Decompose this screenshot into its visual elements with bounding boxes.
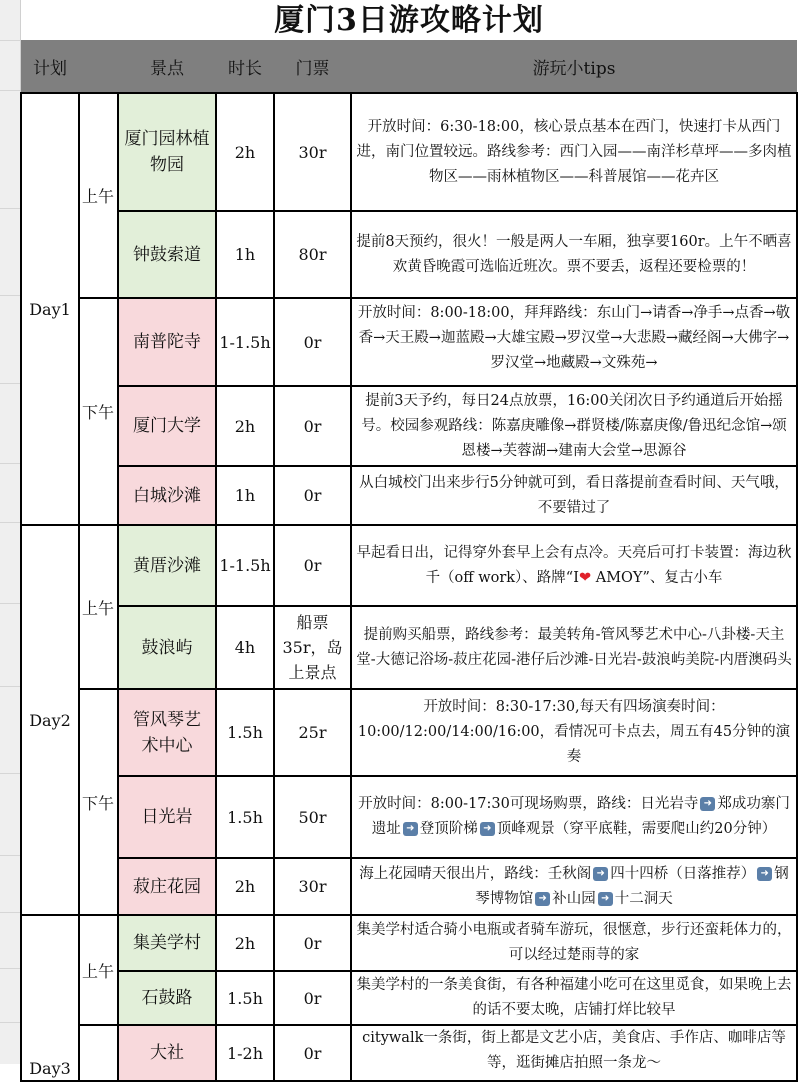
tips-text-part: AMOY”、复古小车: [591, 569, 723, 586]
tips-cell[interactable]: [351, 525, 797, 606]
gutter-line: [0, 1022, 20, 1023]
right-arrow-icon: ➜: [403, 822, 418, 836]
tips-cell[interactable]: [351, 689, 797, 776]
gutter-line: [0, 603, 20, 604]
duration-cell[interactable]: 1.5h: [216, 689, 274, 776]
ticket-cell[interactable]: 0r: [274, 971, 351, 1025]
duration-cell[interactable]: 2h: [216, 93, 274, 211]
gutter-line: [0, 855, 20, 856]
tips-text: 集美学村适合骑小电瓶或者骑车游玩，很惬意，步行还蛮耗体力的，可以经过楚雨荨的家: [356, 922, 792, 963]
row-number-gutter[interactable]: [0, 0, 21, 1064]
morning-cell[interactable]: 上午: [79, 525, 118, 689]
tips-text: 提前3天予约，每日24点放票，16:00关闭次日予约通道后开始摇号。校园参观路线：陈嘉庚雕像→群贤楼/陈嘉庚像/鲁迅纪念馆→颂恩楼→芙蓉湖→建南大会堂→思源谷: [361, 392, 787, 459]
tips-cell[interactable]: [351, 211, 797, 298]
tips-text: [352, 792, 796, 842]
duration-cell[interactable]: 1h: [216, 211, 274, 298]
tips-text-part: 海上花园晴天很出片，路线：壬秋阁: [359, 865, 592, 882]
spot-text: 管风琴艺术中心: [133, 709, 201, 756]
tips-text: [352, 541, 796, 591]
duration-cell[interactable]: 1-1.5h: [216, 525, 274, 606]
table-row: [21, 971, 797, 1025]
table-row: [21, 298, 797, 386]
ticket-cell[interactable]: 50r: [274, 776, 351, 858]
ticket-cell[interactable]: [274, 606, 351, 689]
tips-text-part: 钢琴博物馆: [475, 865, 789, 907]
day-cell[interactable]: Day2: [21, 525, 79, 915]
heart-icon: ❤: [578, 569, 592, 586]
gutter-line: [0, 773, 20, 774]
spot-cell[interactable]: 厦门园林植物园: [118, 93, 216, 211]
ticket-cell[interactable]: 0r: [274, 298, 351, 386]
duration-cell[interactable]: 1h: [216, 466, 274, 525]
duration-cell[interactable]: 1-2h: [216, 1025, 274, 1081]
table-row: [21, 386, 797, 466]
right-arrow-icon: ➜: [700, 797, 715, 811]
morning-cell[interactable]: 上午: [79, 93, 118, 298]
spot-cell[interactable]: 鼓浪屿: [118, 606, 216, 689]
ticket-text: 船票35r，岛上景点: [282, 613, 343, 682]
tips-text: 提前购买船票，路线参考：最美转角-管风琴艺术中心-八卦楼-天主堂-大德记浴场-菽庄花园-港仔后沙滩-日光岩-鼓浪屿美院-内厝澳码头: [356, 626, 792, 668]
table-row: [21, 525, 797, 606]
table-row: [21, 466, 797, 525]
tips-cell[interactable]: [351, 466, 797, 525]
afternoon-cell[interactable]: [79, 1025, 118, 1081]
ticket-cell[interactable]: 30r: [274, 93, 351, 211]
spot-cell[interactable]: 白城沙滩: [118, 466, 216, 525]
day-cell[interactable]: Day3: [21, 915, 79, 1081]
header-ticket[interactable]: 门票: [274, 40, 351, 93]
gutter-line: [0, 912, 20, 913]
header-tips[interactable]: 游玩小tips: [351, 40, 797, 93]
spot-cell[interactable]: 厦门大学: [118, 386, 216, 466]
gutter-line: [0, 40, 20, 41]
tips-cell[interactable]: [351, 298, 797, 386]
right-arrow-icon: ➜: [757, 867, 772, 881]
header-row: [21, 40, 797, 93]
tips-text: 从白城校门出来步行5分钟就可到，看日落提前查看时间、天气哦，不要错过了: [359, 474, 789, 516]
right-arrow-icon: ➜: [535, 892, 550, 906]
table-row: [21, 858, 797, 915]
ticket-cell[interactable]: 25r: [274, 689, 351, 776]
tips-text: 提前8天预约，很火！一般是两人一车厢，独享要160r。上午不晒喜欢黄昏晚霞可选临近班次。票不要丢，返程还要检票的！: [356, 233, 792, 275]
tips-cell[interactable]: [351, 858, 797, 915]
tips-text-part: 补山园: [552, 890, 596, 907]
tips-text-part: 早起看日出，记得穿外套早上会有点冷。天亮后可打卡装置：海边秋千（off work）、路牌“I: [356, 544, 792, 586]
gutter-line: [0, 208, 20, 209]
right-arrow-icon: ➜: [598, 892, 613, 906]
gutter-line: [0, 295, 20, 296]
tips-text-part: 开放时间：8:00-17:30可现场购票，路线：日光岩寺: [358, 796, 699, 812]
spot-cell[interactable]: 南普陀寺: [118, 298, 216, 386]
header-blank[interactable]: [79, 40, 118, 93]
gutter-line: [0, 383, 20, 384]
afternoon-cell[interactable]: 下午: [79, 689, 118, 915]
tips-text-part: 郑成功寨门遗址: [371, 796, 790, 837]
spot-cell[interactable]: 钟鼓索道: [118, 211, 216, 298]
tips-cell[interactable]: [351, 915, 797, 971]
tips-text: 开放时间：8:30-17:30,每天有四场演奏时间：10:00/12:00/14:00/16:00，看情况可卡点去，周五有45分钟的演奏: [357, 699, 791, 765]
duration-cell[interactable]: 2h: [216, 386, 274, 466]
spot-cell[interactable]: 大社: [118, 1025, 216, 1081]
ticket-cell[interactable]: 0r: [274, 386, 351, 466]
tips-cell[interactable]: [351, 776, 797, 858]
header-spot[interactable]: 景点: [118, 40, 216, 93]
tips-cell[interactable]: [351, 1025, 797, 1081]
tips-cell[interactable]: [351, 971, 797, 1025]
spot-cell[interactable]: 石鼓路: [118, 971, 216, 1025]
tips-cell[interactable]: [351, 606, 797, 689]
spot-cell[interactable]: 集美学村: [118, 915, 216, 971]
tips-text-part: 登顶阶梯: [419, 821, 478, 837]
ticket-cell[interactable]: 30r: [274, 858, 351, 915]
right-arrow-icon: ➜: [480, 822, 495, 836]
table-row: [21, 776, 797, 858]
day-cell[interactable]: Day1: [21, 93, 79, 525]
duration-cell[interactable]: 1.5h: [216, 776, 274, 858]
tips-text: 开放时间：6:30-18:00，核心景点基本在西门，快速打卡从西门进，南门位置较远。路线参考：西门入园——南洋杉草坪——多肉植物区——雨林植物区——科普展馆——花卉区: [356, 118, 792, 185]
table-row: [21, 689, 797, 776]
table-row: [21, 211, 797, 298]
spot-cell[interactable]: 黄厝沙滩: [118, 525, 216, 606]
header-duration[interactable]: 时长: [216, 40, 274, 93]
tips-text: [352, 862, 796, 912]
tips-cell[interactable]: [351, 386, 797, 466]
tips-text-part: 顶峰观景（穿平底鞋，需要爬山约20分钟）: [496, 821, 777, 837]
table-row: [21, 915, 797, 971]
table-row: [21, 606, 797, 689]
gutter-line: [0, 968, 20, 969]
ticket-cell[interactable]: 0r: [274, 466, 351, 525]
spot-cell[interactable]: 菽庄花园: [118, 858, 216, 915]
table-row: [21, 93, 797, 211]
table-row: [21, 1025, 797, 1081]
header-plan[interactable]: 计划: [21, 40, 79, 93]
spot-cell[interactable]: 日光岩: [118, 776, 216, 858]
itinerary-table: [20, 40, 798, 1082]
spot-cell[interactable]: [118, 689, 216, 776]
tips-cell[interactable]: [351, 93, 797, 211]
sheet-title: 厦门3日游攻略计划: [274, 3, 544, 38]
ticket-cell[interactable]: 80r: [274, 211, 351, 298]
ticket-cell[interactable]: 0r: [274, 915, 351, 971]
tips-text: citywalk一条街，街上都是文艺小店，美食店、手作店、咖啡店等等，逛街摊店拍照一条龙～: [362, 1030, 786, 1071]
right-arrow-icon: ➜: [593, 867, 608, 881]
ticket-cell[interactable]: 0r: [274, 1025, 351, 1081]
afternoon-cell[interactable]: 下午: [79, 298, 118, 525]
morning-cell[interactable]: 上午: [79, 915, 118, 1025]
gutter-line: [0, 463, 20, 464]
tips-text: 集美学村的一条美食街，有各种福建小吃可在这里觅食，如果晚上去的话不要太晚，店铺打烊比较早: [356, 977, 792, 1018]
duration-cell[interactable]: 2h: [216, 858, 274, 915]
gutter-line: [0, 522, 20, 523]
tips-text-part: 四十四桥（日落推荐）: [610, 865, 756, 882]
duration-cell[interactable]: 1-1.5h: [216, 298, 274, 386]
tips-text-part: 十二洞天: [614, 890, 673, 907]
ticket-cell[interactable]: 0r: [274, 525, 351, 606]
gutter-line: [0, 90, 20, 91]
duration-cell[interactable]: 1.5h: [216, 971, 274, 1025]
tips-text: 开放时间：8:00-18:00，拜拜路线：东山门→请香→净手→点香→敬香→天王殿→迦蓝殿→大雄宝殿→罗汉堂→大悲殿→藏经阁→大佛字→罗汉堂→地藏殿→文殊苑→: [357, 305, 791, 371]
duration-cell[interactable]: 4h: [216, 606, 274, 689]
duration-cell[interactable]: 2h: [216, 915, 274, 971]
gutter-line: [0, 686, 20, 687]
